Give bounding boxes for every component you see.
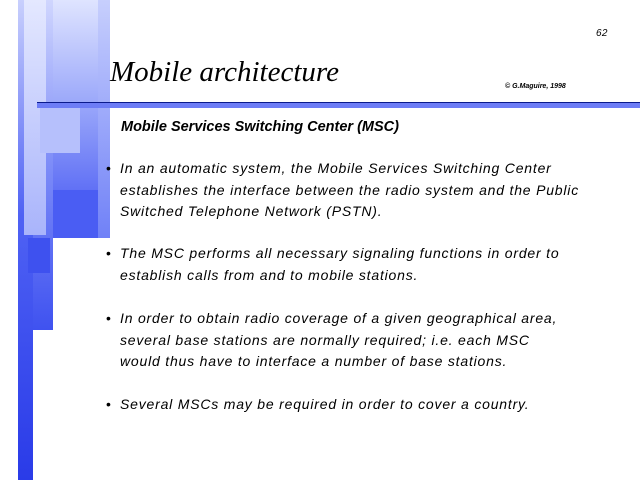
- bullet-line: In an automatic system, the Mobile Services Switching Center: [120, 160, 552, 176]
- bullet-line: The MSC performs all necessary signaling functions in order to: [120, 245, 560, 261]
- bullet-line: Switched Telephone Network (PSTN).: [120, 203, 383, 219]
- page-number: 62: [596, 28, 608, 39]
- bullet-line: would thus have to interface a number of base stations.: [120, 353, 508, 369]
- bullet-item: [106, 158, 579, 223]
- decorative-side-bars: [0, 0, 110, 480]
- bullet-icon: •: [106, 245, 112, 261]
- bullet-item: [106, 308, 557, 373]
- bullet-icon: •: [106, 396, 112, 412]
- bullet-line: establishes the interface between the radio system and the Public: [120, 181, 580, 198]
- bullet-item: [106, 394, 530, 416]
- bullet-line: Several MSCs may be required in order to cover a country.: [120, 396, 530, 412]
- bullet-icon: •: [106, 310, 112, 326]
- bullet-item: [106, 243, 559, 286]
- bullet-line: In order to obtain radio coverage of a given geographical area,: [120, 310, 558, 326]
- bullet-icon: •: [106, 160, 112, 176]
- bullet-line: several base stations are normally required; i.e. each MSC: [120, 331, 530, 348]
- copyright-notice: © G.Maguire, 1998: [505, 83, 566, 90]
- title-rule-shadow: [37, 103, 640, 108]
- bullet-line: establish calls from and to mobile stations.: [120, 266, 419, 283]
- slide-subheading: Mobile Services Switching Center (MSC): [121, 119, 399, 135]
- slide-title: Mobile architecture: [110, 56, 339, 88]
